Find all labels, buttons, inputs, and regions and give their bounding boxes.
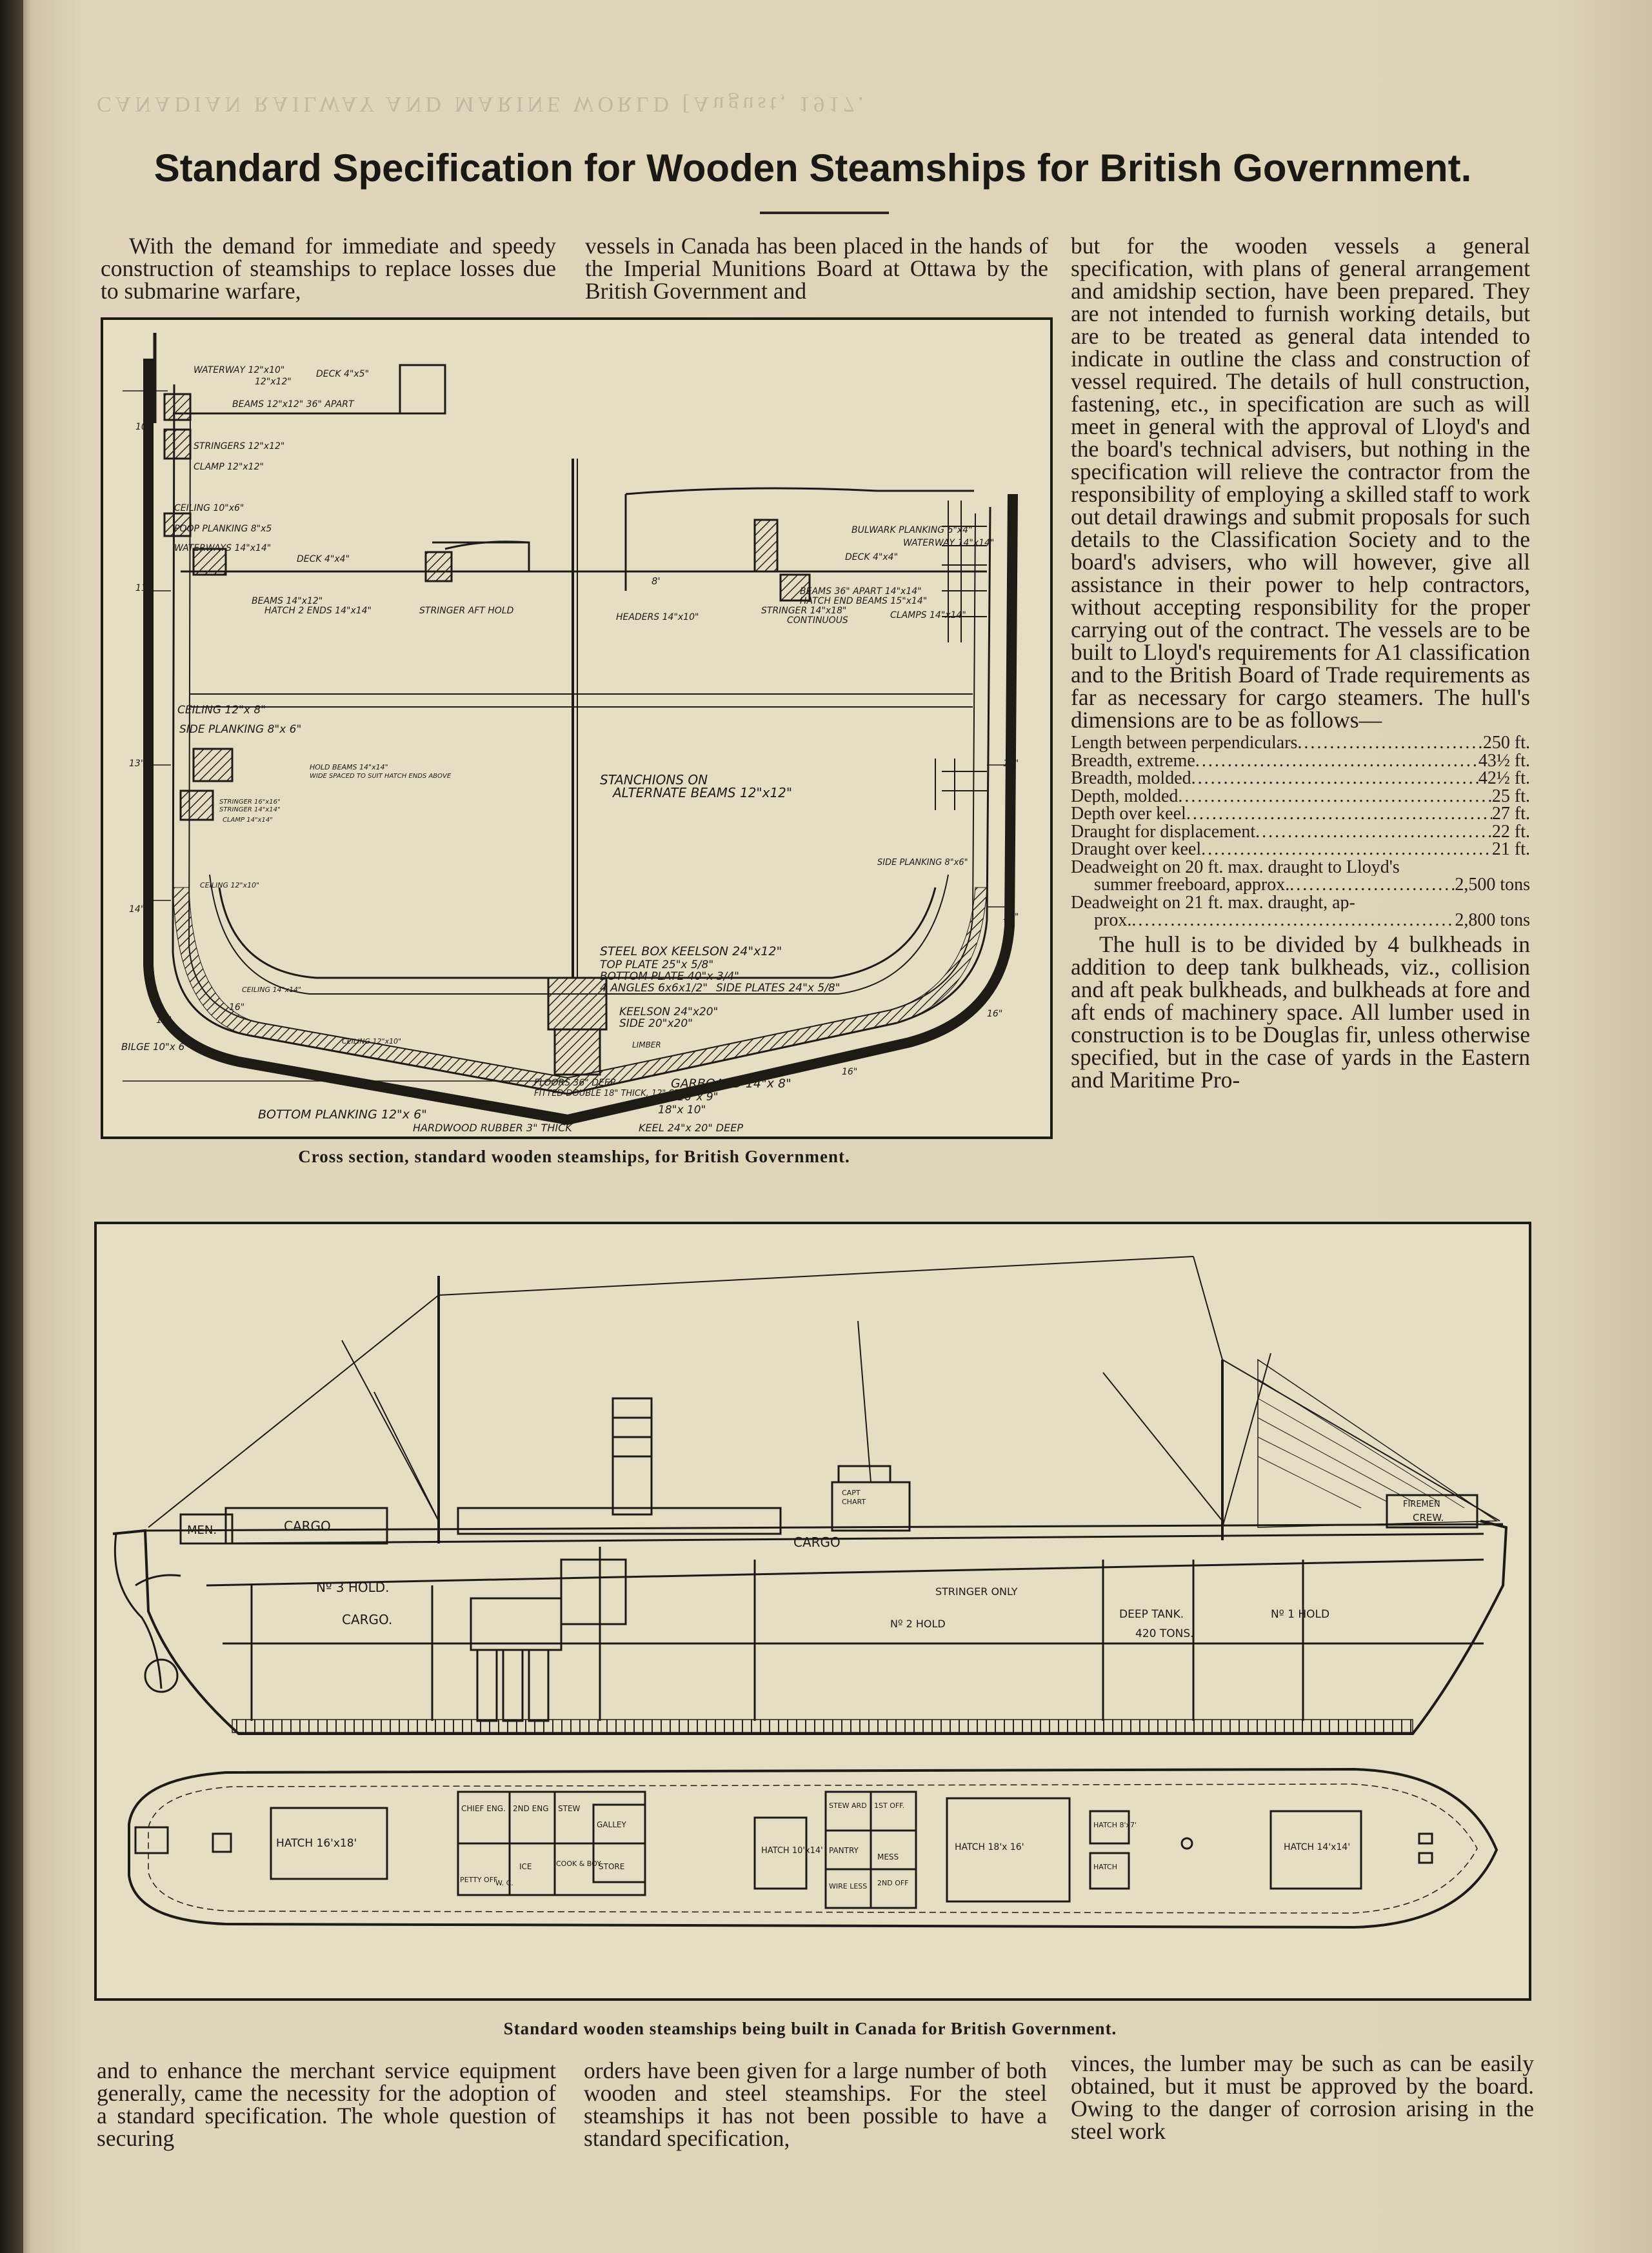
label-headers: HEADERS 14"x10" — [616, 612, 699, 622]
col2-top-paragraph: vessels in Canada has been placed in the hands of the Imperial Munitions Board at Ottawa by the British Government and — [585, 233, 1048, 304]
label-stew: STEW — [558, 1804, 581, 1813]
label-hold-beams-2: WIDE SPACED TO SUIT HATCH ENDS ABOVE — [310, 773, 452, 780]
label-dim-16: 16" — [229, 1002, 245, 1013]
label-petty-off: PETTY OFF — [460, 1876, 498, 1884]
label-side-2: SIDE 20"x20" — [619, 1017, 693, 1030]
label-firemen: FIREMEN — [1403, 1500, 1440, 1509]
cross-section-caption: Cross section, standard wooden steamships, for British Government. — [298, 1147, 850, 1166]
label-stanchions-2: ALTERNATE BEAMS 12"x12" — [613, 785, 793, 800]
label-side-planking-r: SIDE PLANKING 8"x6" — [877, 858, 968, 868]
dimension-row: Draught for displacement ..... 22 ft. — [1071, 823, 1530, 841]
col3-paragraph-2: The hull is to be divided by 4 bulkheads in addition to deep tank bulkheads, viz., collision and aft peak bulkheads, and bulkheads at fore and aft ends of machinery space. All lumber used in construction is to be Douglas fir, unless otherwise specified, but in the case of yards in the Eastern and Maritime Pro- — [1071, 931, 1530, 1093]
label-stringer-right: STRINGER 14"x18" — [761, 606, 847, 616]
label-hatch-small-2: HATCH — [1093, 1863, 1117, 1871]
column-1-bottom — [97, 2059, 556, 2150]
label-crew: CREW. — [1413, 1512, 1444, 1524]
label-side-plates: SIDE PLATES 24"x 5/8" — [716, 982, 841, 995]
label-deck-mid: DECK 4"x4" — [297, 554, 350, 564]
label-stringer-l2: STRINGER 14"x14" — [219, 806, 281, 813]
label-no2-hold: Nº 2 HOLD — [890, 1618, 946, 1630]
label-no3-hold: Nº 3 HOLD. — [316, 1580, 390, 1595]
label-ceiling: CEILING 10"x6" — [174, 503, 244, 513]
label-beams-right: BEAMS 36" APART 14"x14" — [800, 586, 922, 597]
label-garboard: GARBOARD 14"x 8" — [671, 1077, 791, 1091]
label-pantry: PANTRY — [829, 1846, 859, 1855]
label-rubber: HARDWOOD RUBBER 3" THICK — [413, 1122, 572, 1134]
dimension-row: Draught over keel ..... 21 ft. — [1071, 840, 1530, 859]
label-wireless: WIRE LESS — [829, 1882, 868, 1891]
label-dim-15r: 15" — [1003, 759, 1019, 769]
title-rule — [760, 212, 889, 214]
label-waterways: WATERWAYS 14"x14" — [174, 543, 272, 553]
show-through-header: CANADIAN RAILWAY AND MARINE WORLD [August, 1917. — [97, 92, 868, 116]
label-cargo-low: CARGO. — [342, 1612, 393, 1627]
label-deck-top: DECK 4"x5" — [316, 369, 370, 379]
label-angles: 4 ANGLES 6x6x1/2" — [600, 982, 708, 995]
column-3 — [1071, 235, 1530, 1091]
label-steward: STEW ARD — [829, 1801, 867, 1810]
label-dim-16r: 16" — [987, 1009, 1003, 1019]
label-dim-14: 14" — [129, 904, 145, 915]
label-second-eng: 2ND ENG — [513, 1804, 549, 1813]
label-deep-tank: DEEP TANK. — [1119, 1608, 1184, 1621]
label-mess: MESS — [877, 1852, 899, 1861]
label-garboard-3: 18"x 10" — [658, 1104, 706, 1117]
cross-section-drawing — [103, 320, 1050, 1136]
label-stanchions: STANCHIONS ON — [600, 772, 708, 788]
label-deck-right: DECK 4"x4" — [845, 552, 899, 562]
label-top-plate: TOP PLATE 25"x 5/8" — [600, 958, 714, 971]
deadweight-row: Deadweight on 20 ft. max. draught to Lloyd's — [1071, 858, 1400, 876]
label-ceiling-l: CEILING 12"x10" — [200, 881, 260, 889]
column-1-top — [101, 235, 556, 303]
label-floors-2: FITTED DOUBLE 18" THICK, 12" SPACE — [534, 1089, 696, 1098]
label-bulwark: BULWARK PLANKING 6"x4" — [851, 525, 973, 535]
ship-profile-figure — [94, 1222, 1531, 2001]
label-hold-beams: HOLD BEAMS 14"x14" — [310, 763, 388, 771]
label-hatch-big: HATCH 18'x 16' — [955, 1842, 1024, 1852]
label-waterway-right: WATERWAY 14"x14" — [903, 538, 995, 548]
label-dim-14r: 14" — [1003, 912, 1019, 922]
binding-fold — [0, 0, 23, 2253]
label-wc: W. C. — [495, 1879, 513, 1887]
label-stringer-only: STRINGER ONLY — [935, 1585, 1018, 1598]
label-hatch-end: HATCH END BEAMS 15"x14" — [800, 596, 928, 606]
label-waterway-top-2: 12"x12" — [255, 377, 292, 387]
label-dim-16b: 16" — [842, 1067, 858, 1077]
dimension-row: Breadth, extreme ..... 43½ ft. — [1071, 752, 1530, 770]
label-side-planking: SIDE PLANKING 8"x 6" — [179, 723, 302, 736]
label-dim-13: 13" — [129, 759, 145, 769]
label-chief-eng: CHIEF ENG. — [461, 1804, 506, 1813]
label-hatch-mid: HATCH 10'x14' — [761, 1846, 823, 1856]
label-stringer-aft: STRINGER AFT HOLD — [419, 606, 514, 616]
label-store: STORE — [599, 1862, 625, 1871]
deadweight-row: summer freeboard, approx. ..... 2,500 tons — [1071, 876, 1530, 894]
label-chart: CHART — [842, 1498, 866, 1506]
label-capt: CAPT — [842, 1489, 861, 1497]
dimension-row: Length between perpendiculars ..... 250 ft. — [1071, 734, 1530, 752]
label-bottom-planking: BOTTOM PLANKING 12"x 6" — [258, 1107, 427, 1122]
label-poop-planking: POOP PLANKING 8"x5 — [174, 524, 272, 534]
label-hatch-small-1: HATCH 8'x7' — [1093, 1821, 1137, 1829]
label-clamp: CLAMP 12"x12" — [194, 462, 264, 472]
label-keelson: STEEL BOX KEELSON 24"x12" — [600, 944, 782, 958]
label-bottom-plate: BOTTOM PLATE 40"x 3/4" — [600, 970, 740, 983]
col3-paragraph-1: but for the wooden vessels a general specification, with plans of general arrangement and amidship section, have been prepared. They are not intended to furnish working details, but are to be treated as general data intended to indicate in outline the class and construction of vessel required. The details of hull construction, fastening, etc., in specification are such as will meet in general with the approval of Lloyd's and the board's technical advisers, but nothing in the specification will relieve the contractor from the responsibility of employing a skilled staff to work out detail drawings and submit proposals for such details to the Classification Society and to the board's advisers, who will however, give all assistance in their power to help contractors, without accepting responsibility for the proper carrying out of the contract. The vessels are to be built to Lloyd's requirements for A1 classification and to the British Board of Trade requirements as far as necessary for cargo steamers. The hull's dimensions are to be as follows— — [1071, 233, 1530, 733]
label-cargo-mid: CARGO — [793, 1534, 841, 1550]
label-floors: FLOORS 36" DEEP — [534, 1078, 616, 1088]
label-dim-10: 10" — [135, 422, 152, 432]
ship-profile-caption: Standard wooden steamships being built in Canada for British Government. — [503, 2019, 1117, 2038]
label-garboard-2: 16"x 9" — [677, 1091, 719, 1104]
label-stringer-l1: STRINGER 16"x16" — [219, 799, 281, 806]
deadweight-row: Deadweight on 21 ft. max. draught, ap- — [1071, 893, 1355, 911]
label-dim-11: 11" — [135, 583, 152, 593]
label-waterway-top: WATERWAY 12"x10" — [194, 365, 285, 375]
dimension-row: Depth, molded ..... 25 ft. — [1071, 788, 1530, 806]
label-ice: ICE — [519, 1862, 532, 1871]
label-keelson-2: KEELSON 24"x20" — [619, 1006, 719, 1018]
label-galley: GALLEY — [597, 1820, 626, 1829]
label-ceiling-low: CEILING 14"x14" — [242, 986, 302, 994]
label-second-off: 2ND OFF — [877, 1879, 909, 1887]
dimension-row: Breadth, molded ..... 42½ ft. — [1071, 769, 1530, 788]
label-ceiling-side: CEILING 12"x 8" — [177, 704, 266, 717]
col2-bottom-paragraph: orders have been given for a large number of both wooden and steel steamships. For the steel steamships it has not been possible to have a standard specification, — [584, 2058, 1047, 2151]
label-no1-hold: Nº 1 HOLD — [1271, 1608, 1330, 1621]
col1-top-paragraph: With the demand for immediate and speedy construction of steamships to replace losses due to submarine warfare, — [101, 233, 556, 304]
label-keel: KEEL 24"x 20" DEEP — [639, 1122, 743, 1134]
label-beams-top: BEAMS 12"x12" 36" APART — [232, 399, 354, 410]
label-clamp-right: CLAMPS 14"x14" — [890, 610, 966, 620]
label-hatch-aft: HATCH 16'x18' — [276, 1837, 357, 1850]
col1-bottom-paragraph: and to enhance the merchant service equipment generally, came the necessity for the adoption of a standard specification. The whole question of securing — [97, 2058, 556, 2151]
label-deep-tank-tons: 420 TONS. — [1135, 1627, 1194, 1640]
label-ceiling-bottom: CEILING 12"x10" — [342, 1037, 402, 1046]
label-clamp-l: CLAMP 14"x14" — [223, 817, 273, 824]
article-title: Standard Specification for Wooden Steamships for British Government. — [154, 146, 1472, 190]
label-continuous: CONTINUOUS — [787, 615, 848, 626]
label-beams-mid: BEAMS 14"x12" — [252, 596, 323, 606]
column-2-top — [585, 235, 1048, 303]
deadweight-row: prox. ..... 2,800 tons — [1071, 911, 1530, 929]
column-3-bottom — [1071, 2052, 1534, 2143]
label-stringers: STRINGERS 12"x12" — [194, 441, 285, 452]
label-men: MEN. — [187, 1524, 217, 1537]
ship-profile-drawing — [97, 1224, 1529, 1998]
col3-bottom-paragraph: vinces, the lumber may be such as can be easily obtained, but it must be approved by the board. Owing to the danger of corrosion arising in the steel work — [1071, 2050, 1534, 2144]
label-dim-8: 8' — [652, 575, 661, 587]
cross-section-figure — [101, 317, 1053, 1139]
dimensions-table — [1071, 734, 1530, 929]
label-cook-boy: COOK & BOY — [556, 1860, 601, 1868]
label-bilge: BILGE 10"x 6" — [121, 1041, 190, 1053]
label-dim-15: 15" — [156, 1015, 172, 1026]
label-cargo-aft: CARGO. — [284, 1518, 335, 1534]
column-2-bottom — [584, 2059, 1047, 2150]
label-first-off: 1ST OFF. — [874, 1801, 905, 1810]
label-hatch-fore: HATCH 14'x14' — [1284, 1842, 1351, 1852]
label-limber: LIMBER — [632, 1040, 661, 1049]
dimension-row: Depth over keel ..... 27 ft. — [1071, 805, 1530, 823]
label-hatch: HATCH 2 ENDS 14"x14" — [264, 606, 372, 616]
